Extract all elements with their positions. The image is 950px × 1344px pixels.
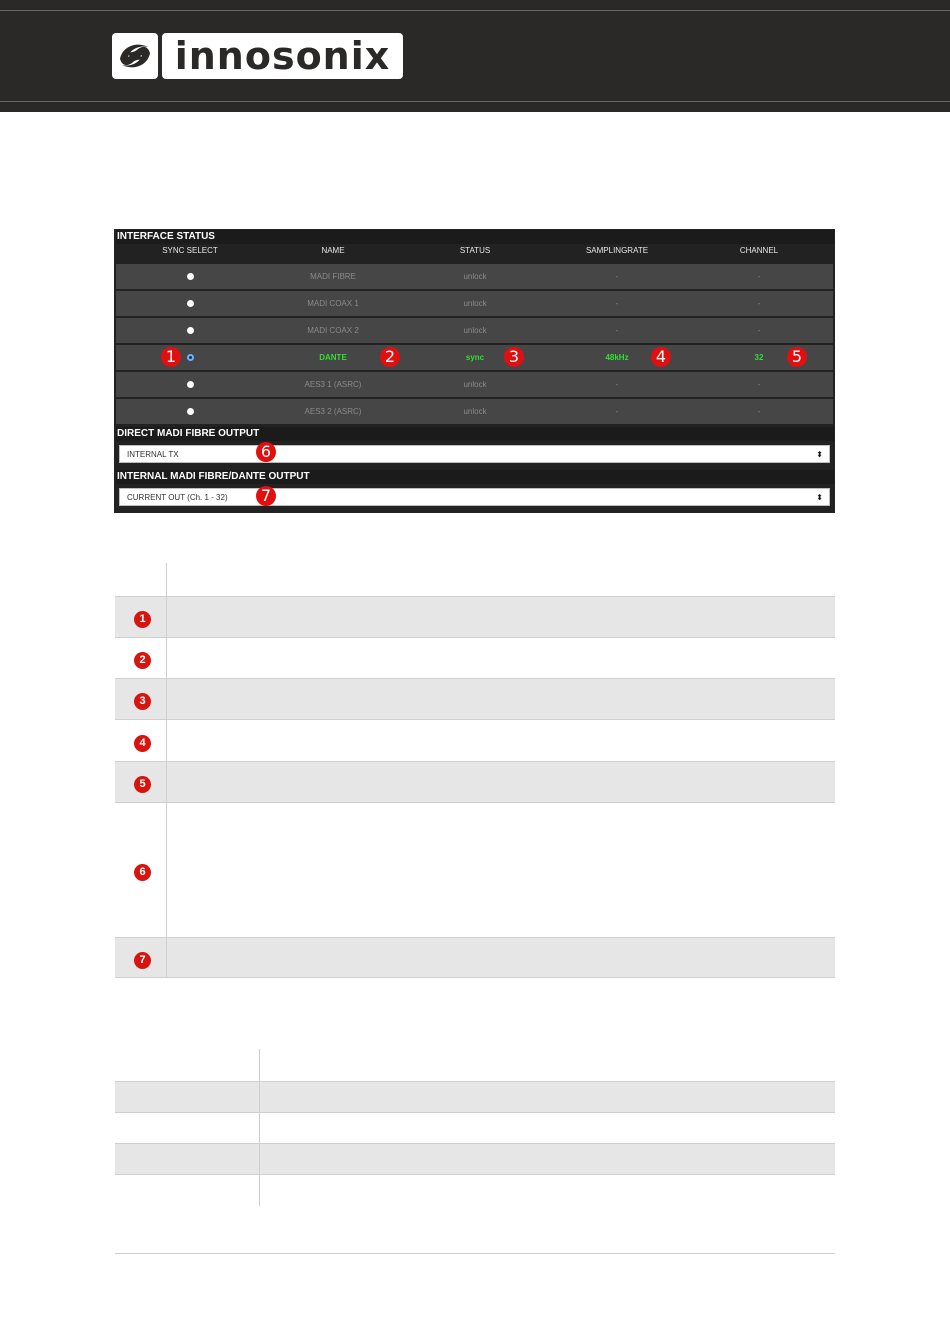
interface-samplingrate: - xyxy=(615,407,619,416)
legend-callout-badge: 1 xyxy=(134,611,151,628)
legend-callout-badge: 2 xyxy=(134,652,151,669)
callout-badge: 4 xyxy=(651,347,671,367)
table-row xyxy=(115,1143,835,1174)
legend-row xyxy=(115,937,835,978)
header-top-rule xyxy=(0,10,950,11)
interface-name: AES3 1 (ASRC) xyxy=(304,380,362,389)
interface-samplingrate: 48kHz xyxy=(605,353,629,362)
interface-row xyxy=(116,291,833,316)
table-separator xyxy=(115,1174,835,1175)
interface-name: AES3 2 (ASRC) xyxy=(304,407,362,416)
legend-separator xyxy=(115,937,835,938)
table-row xyxy=(115,1081,835,1112)
swirl-logo-icon xyxy=(112,33,158,79)
header-bottom-rule xyxy=(0,101,950,102)
legend-separator xyxy=(115,637,835,638)
legend-separator xyxy=(115,596,835,597)
legend-callout-badge: 6 xyxy=(134,864,151,881)
interface-samplingrate: - xyxy=(615,272,619,281)
interface-status: unlock xyxy=(463,407,487,416)
col-name: NAME xyxy=(321,246,345,255)
brand-wordmark: innosonix xyxy=(162,33,403,79)
legend-row xyxy=(115,637,835,678)
legend-row xyxy=(115,761,835,802)
col-channel: CHANNEL xyxy=(739,246,779,255)
table-column-divider xyxy=(259,1049,260,1206)
legend-callout-badge: 4 xyxy=(134,735,151,752)
interface-status: unlock xyxy=(463,299,487,308)
interface-row xyxy=(116,372,833,397)
interface-name: MADI COAX 2 xyxy=(307,326,359,335)
legend-separator xyxy=(115,761,835,762)
interface-name: MADI COAX 1 xyxy=(307,299,359,308)
legend-row xyxy=(115,596,835,637)
interface-samplingrate: - xyxy=(615,299,619,308)
interface-status-panel xyxy=(114,229,835,513)
col-sync-select: SYNC SELECT xyxy=(162,246,218,255)
interface-row xyxy=(116,264,833,289)
col-samplingrate: SAMPLINGRATE xyxy=(585,246,649,255)
interface-samplingrate: - xyxy=(615,326,619,335)
interface-name: DANTE xyxy=(319,353,347,362)
legend-separator xyxy=(115,678,835,679)
interface-status: sync xyxy=(465,353,485,362)
sync-radio[interactable] xyxy=(187,327,194,334)
direct-output-value: INTERNAL TX xyxy=(127,450,179,459)
interface-samplingrate: - xyxy=(615,380,619,389)
interface-channel: 32 xyxy=(754,353,764,362)
interface-channel: - xyxy=(757,407,761,416)
brand-logo-icon xyxy=(112,33,158,79)
legend-row xyxy=(115,802,835,937)
legend-row xyxy=(115,678,835,720)
select-arrow-icon: ⬍ xyxy=(816,450,823,459)
interface-row-selected xyxy=(116,345,833,370)
legend-separator xyxy=(115,977,835,978)
interface-channel: - xyxy=(757,272,761,281)
internal-output-value: CURRENT OUT (Ch. 1 - 32) xyxy=(127,493,228,502)
callout-badge: 1 xyxy=(161,347,181,367)
legend-separator xyxy=(115,802,835,803)
sync-radio[interactable] xyxy=(187,408,194,415)
direct-output-title: DIRECT MADI FIBRE OUTPUT xyxy=(116,427,834,441)
select-arrow-icon: ⬍ xyxy=(816,493,823,502)
sync-radio-selected[interactable] xyxy=(187,354,194,361)
interface-row xyxy=(116,399,833,424)
callout-badge: 6 xyxy=(256,442,276,462)
interface-name: MADI FIBRE xyxy=(310,272,356,281)
legend-callout-badge: 7 xyxy=(134,952,151,969)
legend-row xyxy=(115,720,835,761)
direct-output-select[interactable] xyxy=(119,445,830,463)
interface-row xyxy=(116,318,833,343)
page-header xyxy=(0,0,950,112)
legend-callout-badge: 5 xyxy=(134,776,151,793)
callout-badge: 3 xyxy=(504,347,524,367)
col-status: STATUS xyxy=(459,246,491,255)
table-separator xyxy=(115,1143,835,1144)
legend-column-divider xyxy=(166,596,167,978)
legend-callout-badge: 3 xyxy=(134,693,151,710)
interface-channel: - xyxy=(757,299,761,308)
interface-status: unlock xyxy=(463,326,487,335)
interface-status: unlock xyxy=(463,380,487,389)
table-separator xyxy=(115,1081,835,1082)
interface-status-title: INTERFACE STATUS xyxy=(116,230,834,244)
internal-output-select[interactable] xyxy=(119,488,830,506)
interface-status: unlock xyxy=(463,272,487,281)
interface-channel: - xyxy=(757,380,761,389)
sync-radio[interactable] xyxy=(187,273,194,280)
sync-radio[interactable] xyxy=(187,381,194,388)
callout-badge: 7 xyxy=(256,486,276,506)
callout-badge: 2 xyxy=(380,347,400,367)
sync-radio[interactable] xyxy=(187,300,194,307)
interface-channel: - xyxy=(757,326,761,335)
internal-output-title: INTERNAL MADI FIBRE/DANTE OUTPUT xyxy=(116,470,834,484)
footer-rule xyxy=(115,1253,835,1254)
callout-badge: 5 xyxy=(787,347,807,367)
table-separator xyxy=(115,1112,835,1113)
legend-separator xyxy=(115,719,835,720)
